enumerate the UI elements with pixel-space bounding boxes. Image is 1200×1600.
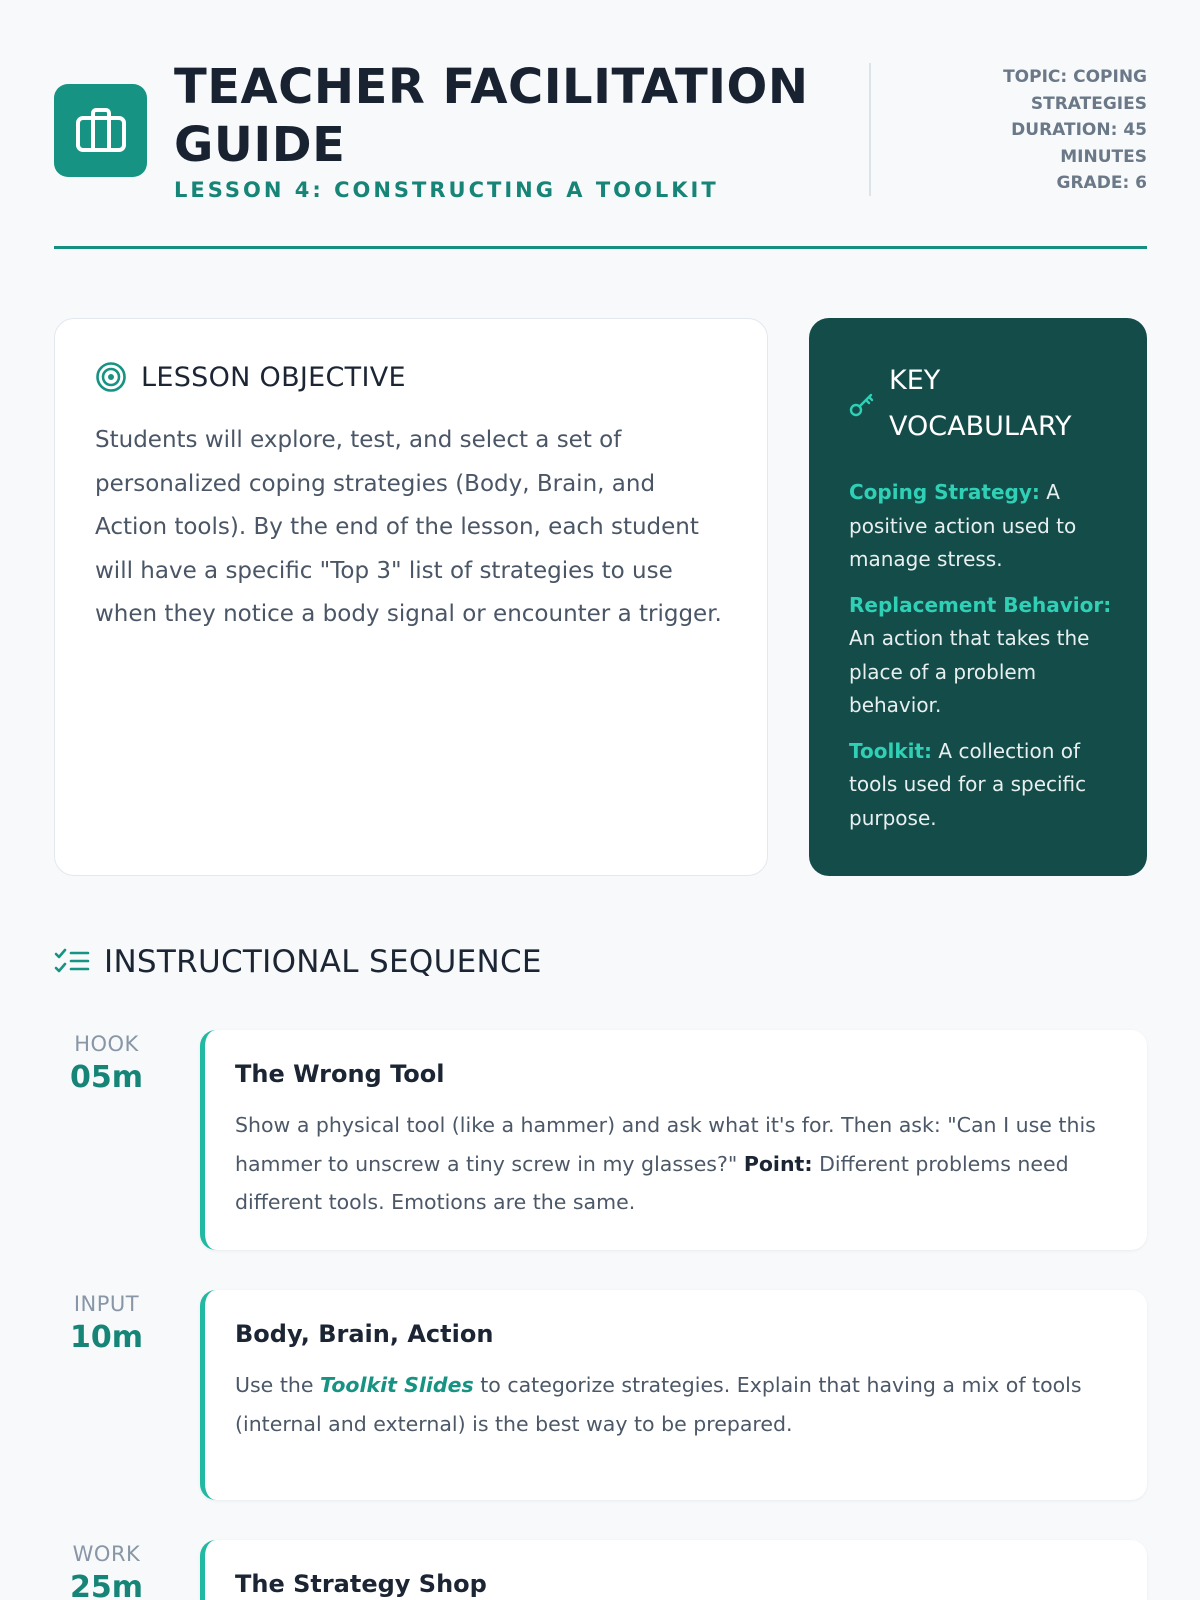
objective-heading: LESSON OBJECTIVE [141, 361, 406, 393]
step-timing [54, 1032, 159, 1095]
logo [54, 84, 147, 177]
meta-line: GRADE: 6 [1056, 173, 1147, 193]
toolkit-slides-link[interactable]: Toolkit Slides [319, 1373, 474, 1397]
vocab-definition: A collection of tools used for a specific purpose. [849, 738, 1087, 830]
step-phase: WORK [72, 1542, 141, 1566]
sequence-heading: INSTRUCTIONAL SEQUENCE [104, 944, 542, 980]
vocab-item [849, 589, 1115, 723]
vocabulary-header [849, 358, 1115, 450]
step-title: The Strategy Shop [235, 1570, 487, 1598]
meta-line: DURATION: 45 [1011, 120, 1147, 140]
lesson-objective-card [54, 318, 768, 876]
step-duration: 05m [69, 1060, 143, 1095]
meta-line: MINUTES [1060, 146, 1147, 167]
vocab-item [849, 476, 1115, 577]
objective-header [95, 361, 727, 393]
step-body-text: Different problems need different tools. Emotions are the same. [235, 1151, 1069, 1214]
step-body [235, 1366, 1115, 1443]
vocab-item [849, 735, 1115, 836]
vocab-definition: An action that takes the place of a problem behavior. [849, 626, 1090, 717]
step-duration: 25m [69, 1570, 143, 1600]
meta-line: TOPIC: COPING [1003, 67, 1147, 87]
vocab-term: Replacement Behavior: [849, 592, 1112, 617]
vocab-definition: A positive action used to manage stress. [849, 480, 1077, 571]
step-body-text: Show a physical tool (like a hammer) and ask what it's for. Then ask: "Can I use this hammer to unscrew a tiny screw in my glasses?" [235, 1113, 1096, 1176]
step-body-text: Use the [235, 1373, 320, 1397]
step-body-bold: Point: [743, 1151, 813, 1176]
lesson-subtitle: LESSON 4: CONSTRUCTING A TOOLKIT [174, 178, 719, 202]
sequence-header [54, 944, 542, 980]
vocabulary-list [849, 476, 1115, 835]
key-vocabulary-card [809, 318, 1147, 876]
checklist-icon [54, 947, 90, 977]
vocab-term: Toolkit: [849, 738, 933, 763]
step-title: The Wrong Tool [235, 1060, 445, 1088]
key-icon [849, 391, 875, 417]
header-rule [54, 246, 1147, 249]
step-timing [54, 1542, 159, 1600]
lesson-meta [957, 64, 1147, 197]
step-body [235, 1106, 1115, 1222]
header-divider [869, 63, 871, 196]
step-phase: INPUT [73, 1292, 140, 1316]
vocab-term: Coping Strategy: [849, 480, 1040, 504]
step-timing [54, 1292, 159, 1355]
meta-line: STRATEGIES [1030, 93, 1147, 114]
target-icon [95, 361, 127, 393]
objective-text: Students will explore, test, and select a set of personalized coping strategies (Body, Brain, and Action tools). By the end of the lesson, each student will have a specific "Top 3" list of strategies to use when they notice a body signal or encounter a trigger. [95, 427, 722, 627]
step-title: Body, Brain, Action [235, 1320, 494, 1348]
step-card-hook [200, 1030, 1147, 1250]
briefcase-icon [75, 108, 127, 154]
step-card-input [200, 1290, 1147, 1500]
step-body-text: to categorize strategies. Explain that having a mix of tools (internal and external) is the best way to be prepared. [235, 1373, 1082, 1436]
page-header [54, 58, 1147, 208]
step-duration: 10m [69, 1320, 143, 1355]
step-card-work [200, 1540, 1147, 1600]
page-title: TEACHER FACILITATION GUIDE [174, 59, 809, 173]
step-phase: HOOK [74, 1032, 139, 1056]
vocabulary-heading: KEY VOCABULARY [889, 365, 1072, 442]
